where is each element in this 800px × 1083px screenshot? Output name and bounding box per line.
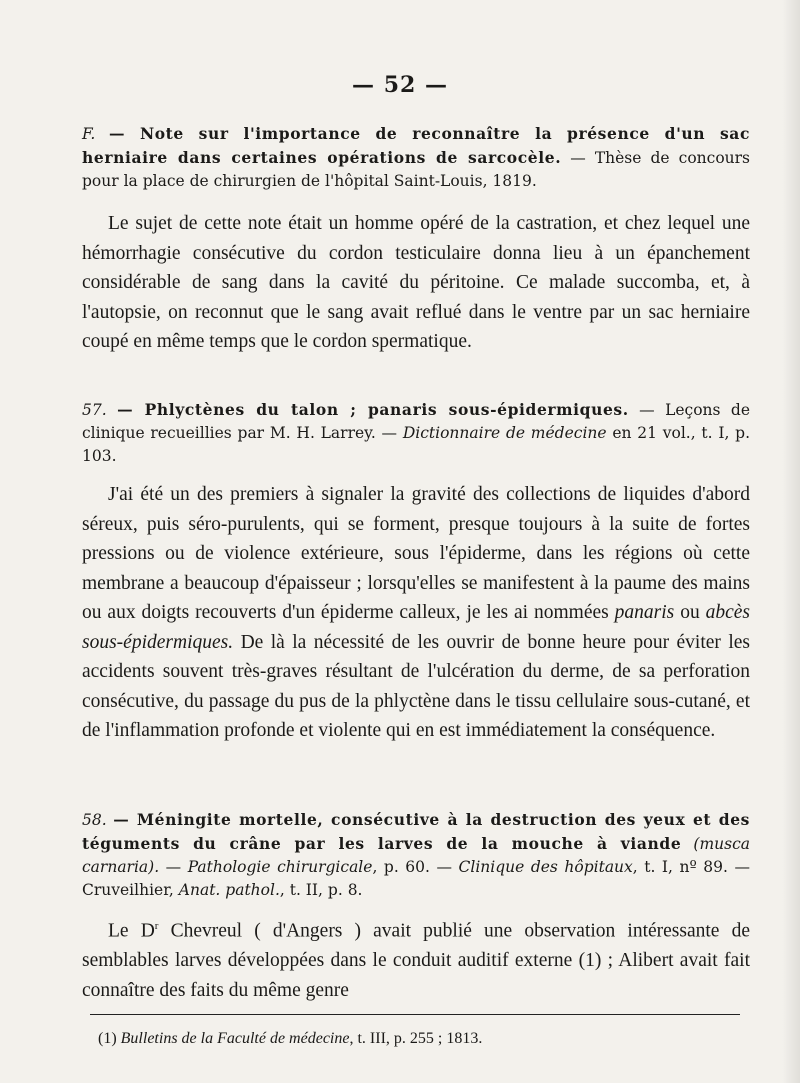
entry-reference-detail: , t. II, p. 8. — [279, 881, 363, 899]
body-text-part: Chevreul ( d'Angers ) avait publié une observation intéressante de semblables larves développées dans le conduit auditif externe (1) ; Alibert avait fait connaître des faits du même genre — [82, 920, 750, 1001]
entry-reference-detail: en 21 vol., t. I, p. 103. — [82, 424, 751, 465]
entry-58 — [82, 808, 750, 1005]
body-text-part: Le D — [108, 920, 155, 942]
entry-body: Le sujet de cette note était un homme opéré de la castration, et chez lequel une hémorrhagie consécutive du cordon testiculaire donna lieu à un épanchement considérable de sang dans la cavité du péritoine. Ce malade succomba, et, à l'autopsie, on reconnut que le sang avait reflué dans le ventre par un sac herniaire coupé en même temps que le cordon spermatique. — [82, 213, 750, 352]
entry-reference-source: Anat. pathol. — [178, 881, 280, 899]
entry-f — [82, 122, 750, 357]
entry-number: F. — [82, 125, 96, 143]
entry-heading — [82, 808, 750, 902]
footnote-divider — [90, 1014, 740, 1015]
body-text-part: ou — [680, 602, 700, 623]
entry-reference-detail: , t. I, nº 89. — Cruveilhier, — [82, 858, 750, 899]
entry-title: — Méningite mortelle, consécutive à la destruction des yeux et des téguments du crâne par les larves de la mouche à viande — [82, 810, 750, 853]
page-edge-shadow — [782, 0, 800, 1083]
entry-reference: — Leçons de clinique recueillies par M. H. Larrey. — — [82, 401, 750, 442]
entry-reference-source: Pathologie chirurgicale — [187, 858, 373, 876]
entry-title: — Phlyctènes du talon ; panaris sous-épidermiques. — [117, 400, 629, 419]
footnote — [98, 1030, 738, 1048]
footnote-detail: , t. III, p. 255 ; 1813. — [349, 1030, 483, 1047]
entry-number: 58. — [82, 811, 107, 829]
page-number: — 52 — — [352, 72, 448, 98]
entry-body — [82, 912, 750, 1005]
body-text-part: De là la nécessité de les ouvrir de bonne heure pour éviter les accidents souvent très-graves résultant de l'ulcération du derme, de sa perforation consécutive, du passage du pus de la phlyctène dans le tissu cellulaire sous-cutané, et de l'inflammation profonde et violente qui en est immédiatement la conséquence. — [82, 631, 751, 741]
entry-number: 57. — [82, 401, 107, 419]
entry-57 — [82, 398, 750, 746]
entry-reference-source: Clinique des hôpitaux — [458, 858, 633, 876]
entry-heading — [82, 398, 750, 468]
footnote-mark: (1) — [98, 1030, 117, 1047]
entry-reference: — Thèse de concours pour la place de chirurgien de l'hôpital Saint-Louis, 1819. — [82, 149, 750, 190]
body-text-part: J'ai été un des premiers à signaler la gravité des collections de liquides d'abord séreux, puis séro-purulents, qui se forment, presque toujours à la suite de fortes pressions ou de violence extérieure, sous l'épiderme, dans les régions où cette membrane a beaucoup d'épaisseur ; lorsqu'elles se manifestent à la paume des mains ou aux doigts recouverts d'un épiderme calleux, je les ai nommées — [82, 484, 750, 623]
entry-body — [82, 480, 750, 746]
entry-reference: — — [165, 858, 182, 876]
footnote-source: Bulletins de la Faculté de médecine — [120, 1030, 350, 1047]
term-abces: abcès sous-épidermiques. — [82, 602, 751, 653]
entry-heading — [82, 122, 750, 193]
superscript: r — [154, 920, 159, 932]
entry-reference-detail: , p. 60. — — [372, 858, 452, 876]
entry-title: — Note sur l'importance de reconnaître la présence d'un sac herniaire dans certaines opérations de sarcocèle. — [82, 124, 750, 167]
term-panaris: panaris — [614, 602, 675, 623]
entry-title-latin: (musca carnaria). — [82, 835, 750, 876]
entry-reference-source: Dictionnaire de médecine — [402, 424, 607, 442]
